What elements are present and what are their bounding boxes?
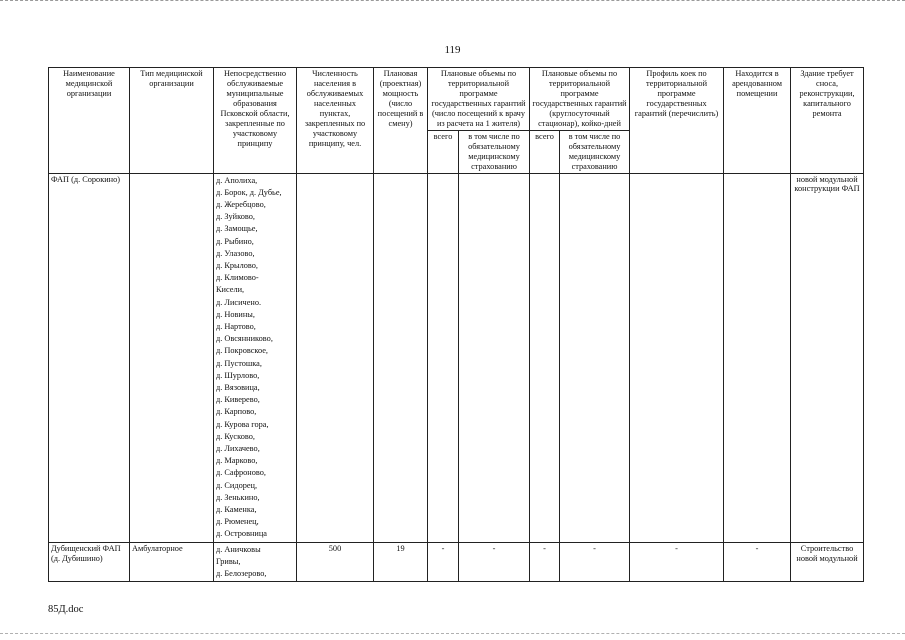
row-out-total [428,173,459,542]
row-name: Дубищенский ФАП (д. Дубишино) [49,542,130,582]
row-in-total: - [530,542,560,582]
header-profile: Профиль коек по территориальной программе государственных гарантий (перечислить) [630,68,724,174]
settlement-item: д. Марково, [216,456,258,466]
settlement-item: д. Нартово, [216,321,256,331]
settlement-item: д. Пустошка, [216,358,262,368]
row-building: Строительство новой модульной [791,542,864,582]
document-filename: 85Д.doc [48,604,84,615]
settlement-item: д. Замощье, [216,224,258,234]
header-inpatient: Плановые объемы по территориальной программе государственных гарантий (круглосуточный стационар), койко-дней [530,68,630,131]
subheader-in-total: всего [530,130,560,173]
settlement-item: д. Кусково, [216,431,255,441]
settlement-item: д. Каменка, [216,505,257,515]
settlement-item: Гривы, [216,556,241,566]
header-type: Тип медицинской организации [130,68,214,174]
settlement-item: д. Борок, д. Дубье, [216,187,282,197]
row-out-oms [459,173,530,542]
settlement-item: д. Аничковы [216,544,261,554]
row-capacity: 19 [374,542,428,582]
subheader-out-oms: в том числе по обязательному медицинскому страхованию [459,130,530,173]
row-capacity [374,173,428,542]
settlement-item: д. Белозерово, [216,569,267,579]
settlement-item: д. Рюменец, [216,517,259,527]
settlement-item: д. Сидорец, [216,480,258,490]
row-profile [630,173,724,542]
row-profile: - [630,542,724,582]
page-number: 119 [444,44,461,56]
scan-edge-top [0,0,905,5]
settlement-item: Кисели, [216,285,245,295]
subheader-in-oms: в том числе по обязательному медицинскому страхованию [560,130,630,173]
header-population: Численность населения в обслуживаемых населенных пунктах, закрепленных по участковому принципу, чел. [297,68,374,174]
settlement-item: д. Новины, [216,309,255,319]
scan-edge-bottom [0,633,905,640]
header-outpatient: Плановые объемы по территориальной программе государственных гарантий (число посещений к врачу из расчета на 1 жителя) [428,68,530,131]
settlement-item: д. Вязовица, [216,382,260,392]
row-type: Амбулаторное [130,542,214,582]
settlement-item: д. Островница [216,529,267,539]
settlement-item: д. Овсянниково, [216,334,273,344]
settlement-item: д. Шурлово, [216,370,260,380]
subheader-out-total: всего [428,130,459,173]
settlement-item: д. Рыбино, [216,236,254,246]
table-row [49,173,864,542]
row-name: ФАП (д. Сорокино) [49,173,130,542]
settlement-item: д. Лисичено. [216,297,262,307]
medical-organizations-table [48,67,864,582]
settlement-item: д. Зенькино, [216,492,260,502]
settlement-item: д. Лихачево, [216,444,260,453]
header-capacity: Плановая (проектная) мощность (число посещений в смену) [374,68,428,174]
settlement-item: д. Зуйково, [216,212,255,222]
settlement-item: д. Сафроново, [216,468,266,478]
settlement-item: д. Киверево, [216,395,260,405]
row-out-total: - [428,542,459,582]
row-population: 500 [297,542,374,582]
row-in-oms [560,173,630,542]
header-name: Наименование медицинской организации [49,68,130,174]
settlement-item: д. Климово- [216,273,259,283]
row-type [130,173,214,542]
header-rented: Находится в арендованном помещении [724,68,791,174]
settlement-item: д. Улазово, [216,248,255,258]
row-rented [724,173,791,542]
row-districts [214,173,297,542]
header-districts: Непосредственно обслуживаемые муниципальные образования Псковской области, закрепленные по участковому принципу [214,68,297,174]
row-districts [214,542,297,582]
settlement-item: д. Жеребцово, [216,199,266,209]
row-in-total [530,173,560,542]
header-building: Здание требует сноса, реконструкции, капитального ремонта [791,68,864,174]
settlement-item: д. Крылово, [216,260,258,270]
settlement-item: д. Курова гора, [216,419,269,429]
row-in-oms: - [560,542,630,582]
header-row [49,68,864,131]
table-row [49,542,864,582]
row-population [297,173,374,542]
settlement-item: д. Аполиха, [216,175,258,185]
row-out-oms: - [459,542,530,582]
settlement-item: д. Покровское, [216,346,269,356]
settlement-item: д. Карпово, [216,407,257,417]
row-building: новой модульной конструкции ФАП [791,173,864,542]
row-rented: - [724,542,791,582]
